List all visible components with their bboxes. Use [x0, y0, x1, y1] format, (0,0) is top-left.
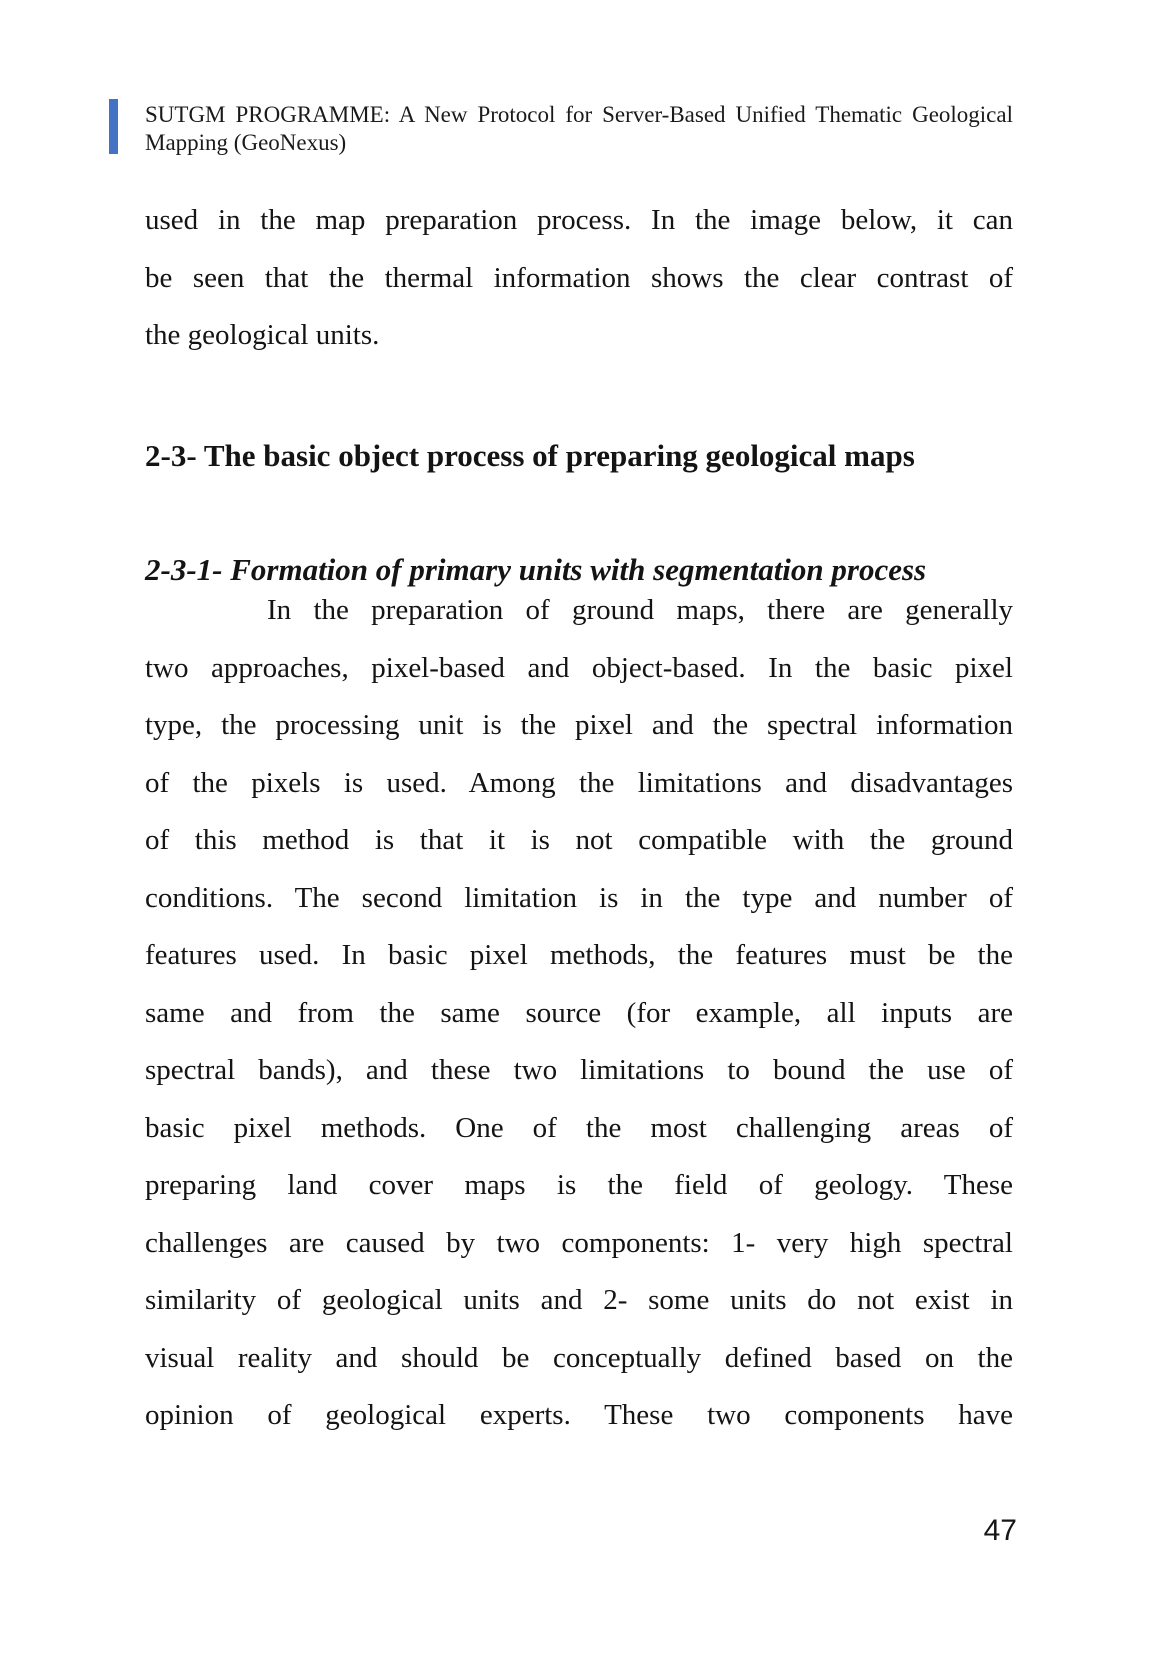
body-line: conditions. The second limitation is in the type and number of	[145, 881, 1013, 914]
intro-line: be seen that the thermal information shows the clear contrast of	[145, 261, 1013, 294]
body-line: of this method is that it is not compatible with the ground	[145, 824, 1013, 856]
running-header-line-2: Mapping (GeoNexus)	[145, 130, 347, 155]
page-number: 47	[983, 1514, 1017, 1547]
body-line: features used. In basic pixel methods, the features must be the	[145, 939, 1013, 971]
body-line: type, the processing unit is the pixel and the spectral information	[145, 709, 1013, 741]
body-line: of the pixels is used. Among the limitations and disadvantages	[145, 766, 1013, 799]
intro-line: used in the map preparation process. In the image below, it can	[145, 204, 1013, 236]
subsection-heading: 2-3-1- Formation of primary units with segmentation process	[145, 552, 927, 587]
section-heading: 2-3- The basic object process of preparing geological maps	[145, 438, 915, 473]
body-line: basic pixel methods. One of the most challenging areas of	[145, 1111, 1013, 1144]
intro-line: the geological units.	[145, 319, 380, 351]
body-line: preparing land cover maps is the field of geology. These	[145, 1169, 1013, 1201]
running-header	[145, 101, 1013, 157]
running-header-line-1: SUTGM PROGRAMME: A New Protocol for Server-Based Unified Thematic Geological	[145, 102, 1013, 127]
body-paragraph	[145, 582, 1013, 1445]
intro-paragraph	[145, 192, 1013, 365]
body-line: same and from the same source (for example, all inputs are	[145, 996, 1013, 1029]
body-line: two approaches, pixel-based and object-based. In the basic pixel	[145, 651, 1013, 684]
body-line: challenges are caused by two components: 1- very high spectral	[145, 1226, 1013, 1259]
body-line: spectral bands), and these two limitations to bound the use of	[145, 1054, 1013, 1086]
body-line: In the preparation of ground maps, there are generally	[267, 594, 1013, 626]
body-line: opinion of geological experts. These two components have	[145, 1399, 1013, 1431]
body-line: visual reality and should be conceptually defined based on the	[145, 1341, 1013, 1374]
body-line: similarity of geological units and 2- some units do not exist in	[145, 1284, 1013, 1316]
header-accent-bar	[109, 99, 118, 154]
